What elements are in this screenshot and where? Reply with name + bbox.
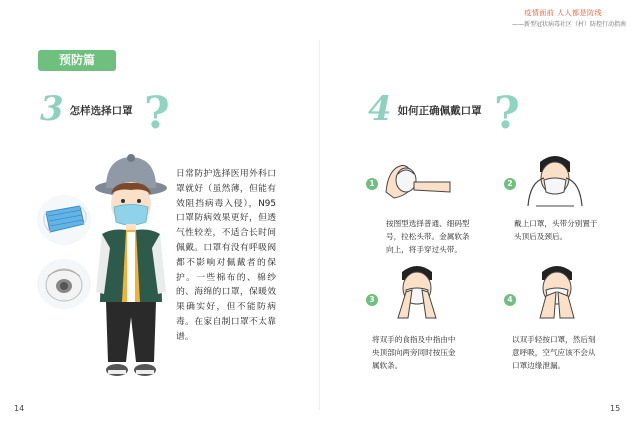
page-number-left: 14 <box>14 404 25 413</box>
header-slogan: 疫情面前 人人都是防线 <box>524 9 602 17</box>
left-question-title: 怎样选择口罩 <box>69 105 133 117</box>
step-2-badge: 2 <box>504 178 516 190</box>
step-3-text: 将双手的食指及中指由中央顶部向两旁同时按压金属软条。 <box>372 335 456 370</box>
section-tag: 预防篇 <box>38 50 116 71</box>
right-question-title: 如何正确佩戴口罩 <box>397 105 482 117</box>
step-2-text: 戴上口罩，头带分别置于头顶后及颈后。 <box>514 219 598 241</box>
page-number-right: 15 <box>610 404 621 413</box>
step-1-illustration <box>380 152 452 212</box>
mask-selection-paragraph: 日常防护选择医用外科口罩就好（虽然薄，但能有效阻挡病毒入侵），N95口罩防病效果更好，但透气性较差，不适合长时间佩戴。口罩有没有呼吸阀都不影响对佩戴者的保护。一些棉布的、棉纱的、海绵的口罩，保暖效果确实好，但不能防病毒。在家自制口罩不太靠谱。 <box>176 169 276 342</box>
page-divider <box>319 40 320 410</box>
step-1-badge: 1 <box>366 178 378 190</box>
n95-mask-image <box>36 258 92 314</box>
right-question-number: 4 <box>368 89 392 129</box>
step-3-illustration <box>384 262 450 324</box>
step-2-illustration <box>522 152 588 212</box>
surgical-mask-image <box>36 194 92 250</box>
left-question-number: 3 <box>40 89 64 129</box>
right-question-heading <box>368 89 482 129</box>
left-question-heading <box>40 89 133 129</box>
step-1-text: 按图型选择普通、细码型号，拉松头带。金属软条向上，将手穿过头带。 <box>386 219 470 254</box>
step-3-badge: 3 <box>366 294 378 306</box>
boy-with-mask-illustration <box>92 152 170 391</box>
step-4-illustration <box>524 262 590 324</box>
left-question-mark-icon: ? <box>144 88 170 139</box>
header-subtitle: ——新型冠状病毒社区（村）防控行动指南 <box>511 21 626 28</box>
step-4-badge: 4 <box>504 294 516 306</box>
step-4-text: 以双手轻按口罩，然后刻意呼吸，空气应该不会从口罩边缘泄漏。 <box>512 335 596 370</box>
right-question-mark-icon: ? <box>494 88 520 139</box>
